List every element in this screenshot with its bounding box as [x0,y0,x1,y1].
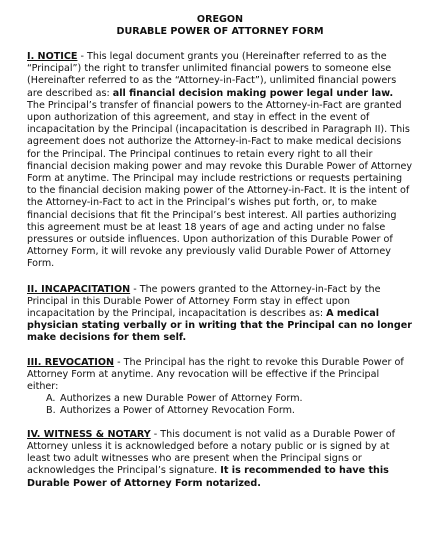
section-notice [27,51,413,271]
option-text: Authorizes a Power of Attorney Revocation Form. [60,405,295,417]
section-witness-bold-1: It is recommended to have this Durable Power of Attorney Form notarized. [27,465,389,489]
section-notice-bold-1: all financial decision making power legal under law. [112,87,394,99]
title-state: OREGON [196,14,244,25]
section-witness-heading: IV. WITNESS & NOTARY [27,428,151,440]
section-notice-text-1: - This legal document grants you (Hereinafter referred to as the “Principal”) the right to transfer unlimited financial powers to someone else (Hereinafter referred to as the “Attorney-in-Fact”), unlimited financial powers are described as: [27,51,397,99]
section-incapacitation-bold-1: A medical physician stating verbally or in writing that the Principal can no longer make decisions for them self. [27,308,412,344]
revocation-options-list [27,393,413,417]
section-witness-text-1: - This document is not valid as a Durable Power of Attorney unless it is acknowledged before a notary public or is signed by at least two adult witnesses who are present when the Principal signs or acknowledges the Principal’s signature. [27,428,396,477]
revocation-option [46,393,413,405]
section-witness-notary [27,429,413,490]
section-revocation-heading: III. REVOCATION [27,356,115,368]
option-marker: B. [46,405,56,417]
document-title [27,14,413,38]
section-revocation-text-1: - The Principal has the right to revoke this Durable Power of Attorney Form at anytime. Any revocation will be effective if the Principal either: [27,356,404,393]
revocation-option [46,405,413,417]
section-notice-text-2: The Principal’s transfer of financial powers to the Attorney-in-Fact are granted upon authorization of this agreement, and stay in effect in the event of incapacitation by the Principal (incapacitation is described in Paragraph II). This agreement does not authorize the Attorney-in-Fact to make medical decisions for the Principal. The Principal continues to retain every right to all their financial decision making power and may revoke this Durable Power of Attorney Form at anytime. The Principal may include restrictions or requests pertaining to the financial decision making power of the Attorney-in-Fact. It is the intent of the Attorney-in-Fact to act in the Principal’s wishes put forth, or, to make financial decisions that fit the Principal’s best interest. All parties authorizing this agreement must be at least 18 years of age and acting under no false pressures or outside influences. Upon authorization of this Durable Power of Attorney Form, it will revoke any previously valid Durable Power of Attorney Form. [27,99,413,270]
section-revocation [27,357,413,394]
section-notice-heading: I. NOTICE [27,51,78,62]
option-text: Authorizes a new Durable Power of Attorney Form. [60,393,303,405]
section-incapacitation-text-1: - The powers granted to the Attorney-in-Fact by the Principal in this Durable Power of Attorney Form stay in effect upon incapacitation by the Principal, incapacitation is describes as: [27,283,381,320]
option-marker: A. [46,393,56,405]
section-incapacitation [27,284,413,345]
section-incapacitation-heading: II. INCAPACITATION [27,283,131,295]
title-form-name: DURABLE POWER OF ATTORNEY FORM [116,26,324,37]
